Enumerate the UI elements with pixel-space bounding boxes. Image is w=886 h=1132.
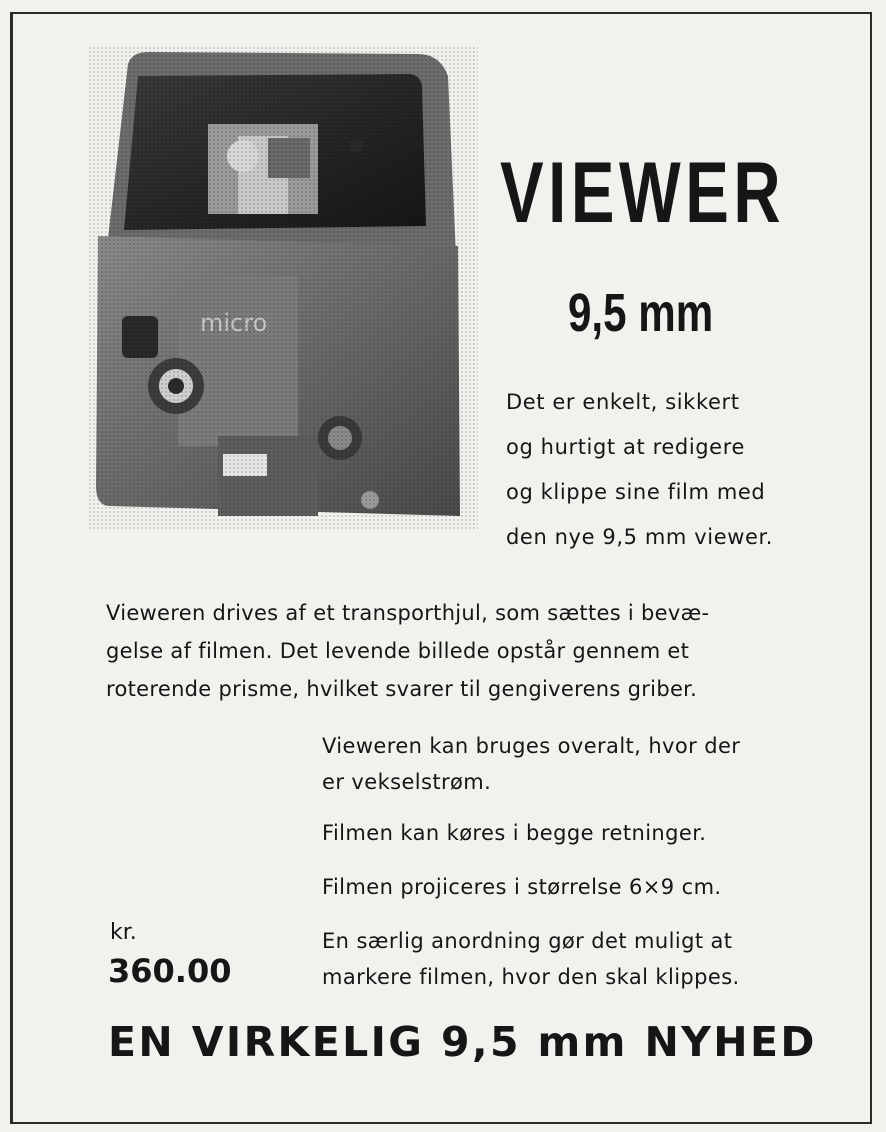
feature-line: markere filmen, hvor den skal klippes. bbox=[322, 965, 740, 989]
intro-line: Det er enkelt, sikkert bbox=[506, 390, 740, 414]
intro-paragraph bbox=[506, 380, 806, 560]
feature-item bbox=[322, 815, 802, 851]
subheadline: 9,5 mm bbox=[568, 283, 714, 343]
tagline: EN VIRKELIG 9,5 mm NYHED bbox=[108, 1018, 817, 1066]
intro-line: og hurtigt at redigere bbox=[506, 435, 745, 459]
price-currency-label: kr. bbox=[110, 920, 137, 945]
description-paragraph bbox=[106, 594, 806, 708]
description-line: gelse af filmen. Det levende billede opstår gennem et bbox=[106, 639, 690, 663]
feature-item bbox=[322, 869, 802, 905]
film-viewer-photo bbox=[88, 46, 478, 530]
feature-item bbox=[322, 728, 802, 800]
feature-line: Vieweren kan bruges overalt, hvor der bbox=[322, 734, 741, 758]
intro-line: den nye 9,5 mm viewer. bbox=[506, 525, 774, 549]
price-value: 360.00 bbox=[108, 952, 232, 990]
intro-line: og klippe sine film med bbox=[506, 480, 766, 504]
feature-line: En særlig anordning gør det muligt at bbox=[322, 929, 733, 953]
feature-item bbox=[322, 923, 802, 995]
feature-line: er vekselstrøm. bbox=[322, 770, 492, 794]
headline: VIEWER bbox=[500, 145, 786, 241]
feature-line: Filmen kan køres i begge retninger. bbox=[322, 821, 707, 845]
feature-line: Filmen projiceres i størrelse 6×9 cm. bbox=[322, 875, 722, 899]
description-line: Vieweren drives af et transporthjul, som sættes i bevæ- bbox=[106, 601, 710, 625]
description-line: roterende prisme, hvilket svarer til gengiverens griber. bbox=[106, 677, 698, 701]
